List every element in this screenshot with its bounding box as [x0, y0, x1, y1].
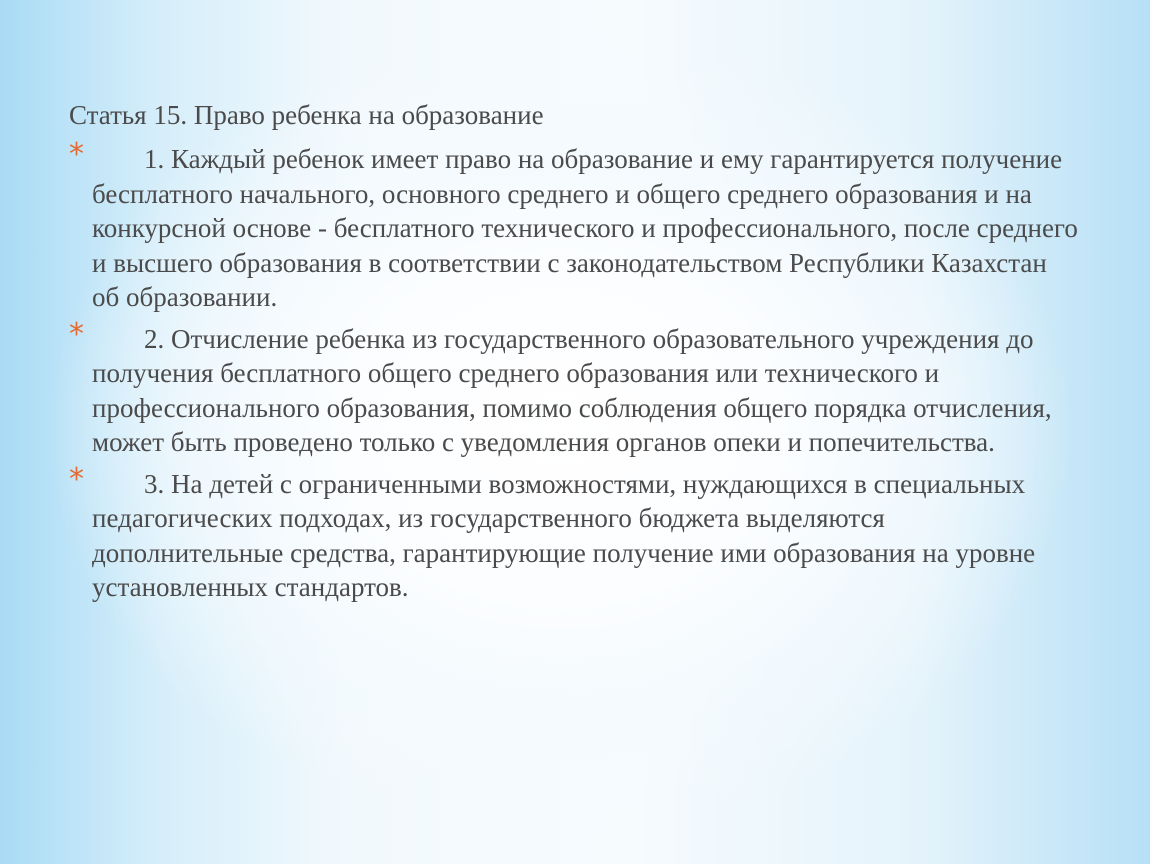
list-item-text: 2. Отчисление ребенка из государственного образовательного учреждения до получения бесплатного общего среднего образования или технического и профессионального образования, помимо соблюдения общего порядка отчисления, может быть проведено только с уведомления органов опеки и попечительства. — [92, 323, 1052, 457]
list-item — [69, 461, 1079, 605]
list-item — [69, 316, 1079, 460]
asterisk-bullet-icon: * — [69, 461, 84, 497]
list-item-text: 1. Каждый ребенок имеет право на образование и ему гарантируется получение бесплатного начального, основного среднего и общего среднего образования и на конкурсной основе - бесплатного технического и профессионального, после среднего и высшего образования в соответствии с законодательством Республики Казахстан об образовании. — [92, 144, 1078, 312]
bullet-list — [69, 137, 1079, 612]
slide-title: Статья 15. Право ребенка на образование — [69, 100, 544, 130]
list-item — [69, 137, 1079, 315]
asterisk-bullet-icon: * — [69, 137, 84, 172]
asterisk-bullet-icon: * — [69, 316, 84, 352]
list-item-text: 3. На детей с ограниченными возможностями, нуждающихся в специальных педагогических подходах, из государственного бюджета выделяются дополнительные средства, гарантирующие получение ими образования на уровне установленных стандартов. — [92, 468, 1036, 602]
